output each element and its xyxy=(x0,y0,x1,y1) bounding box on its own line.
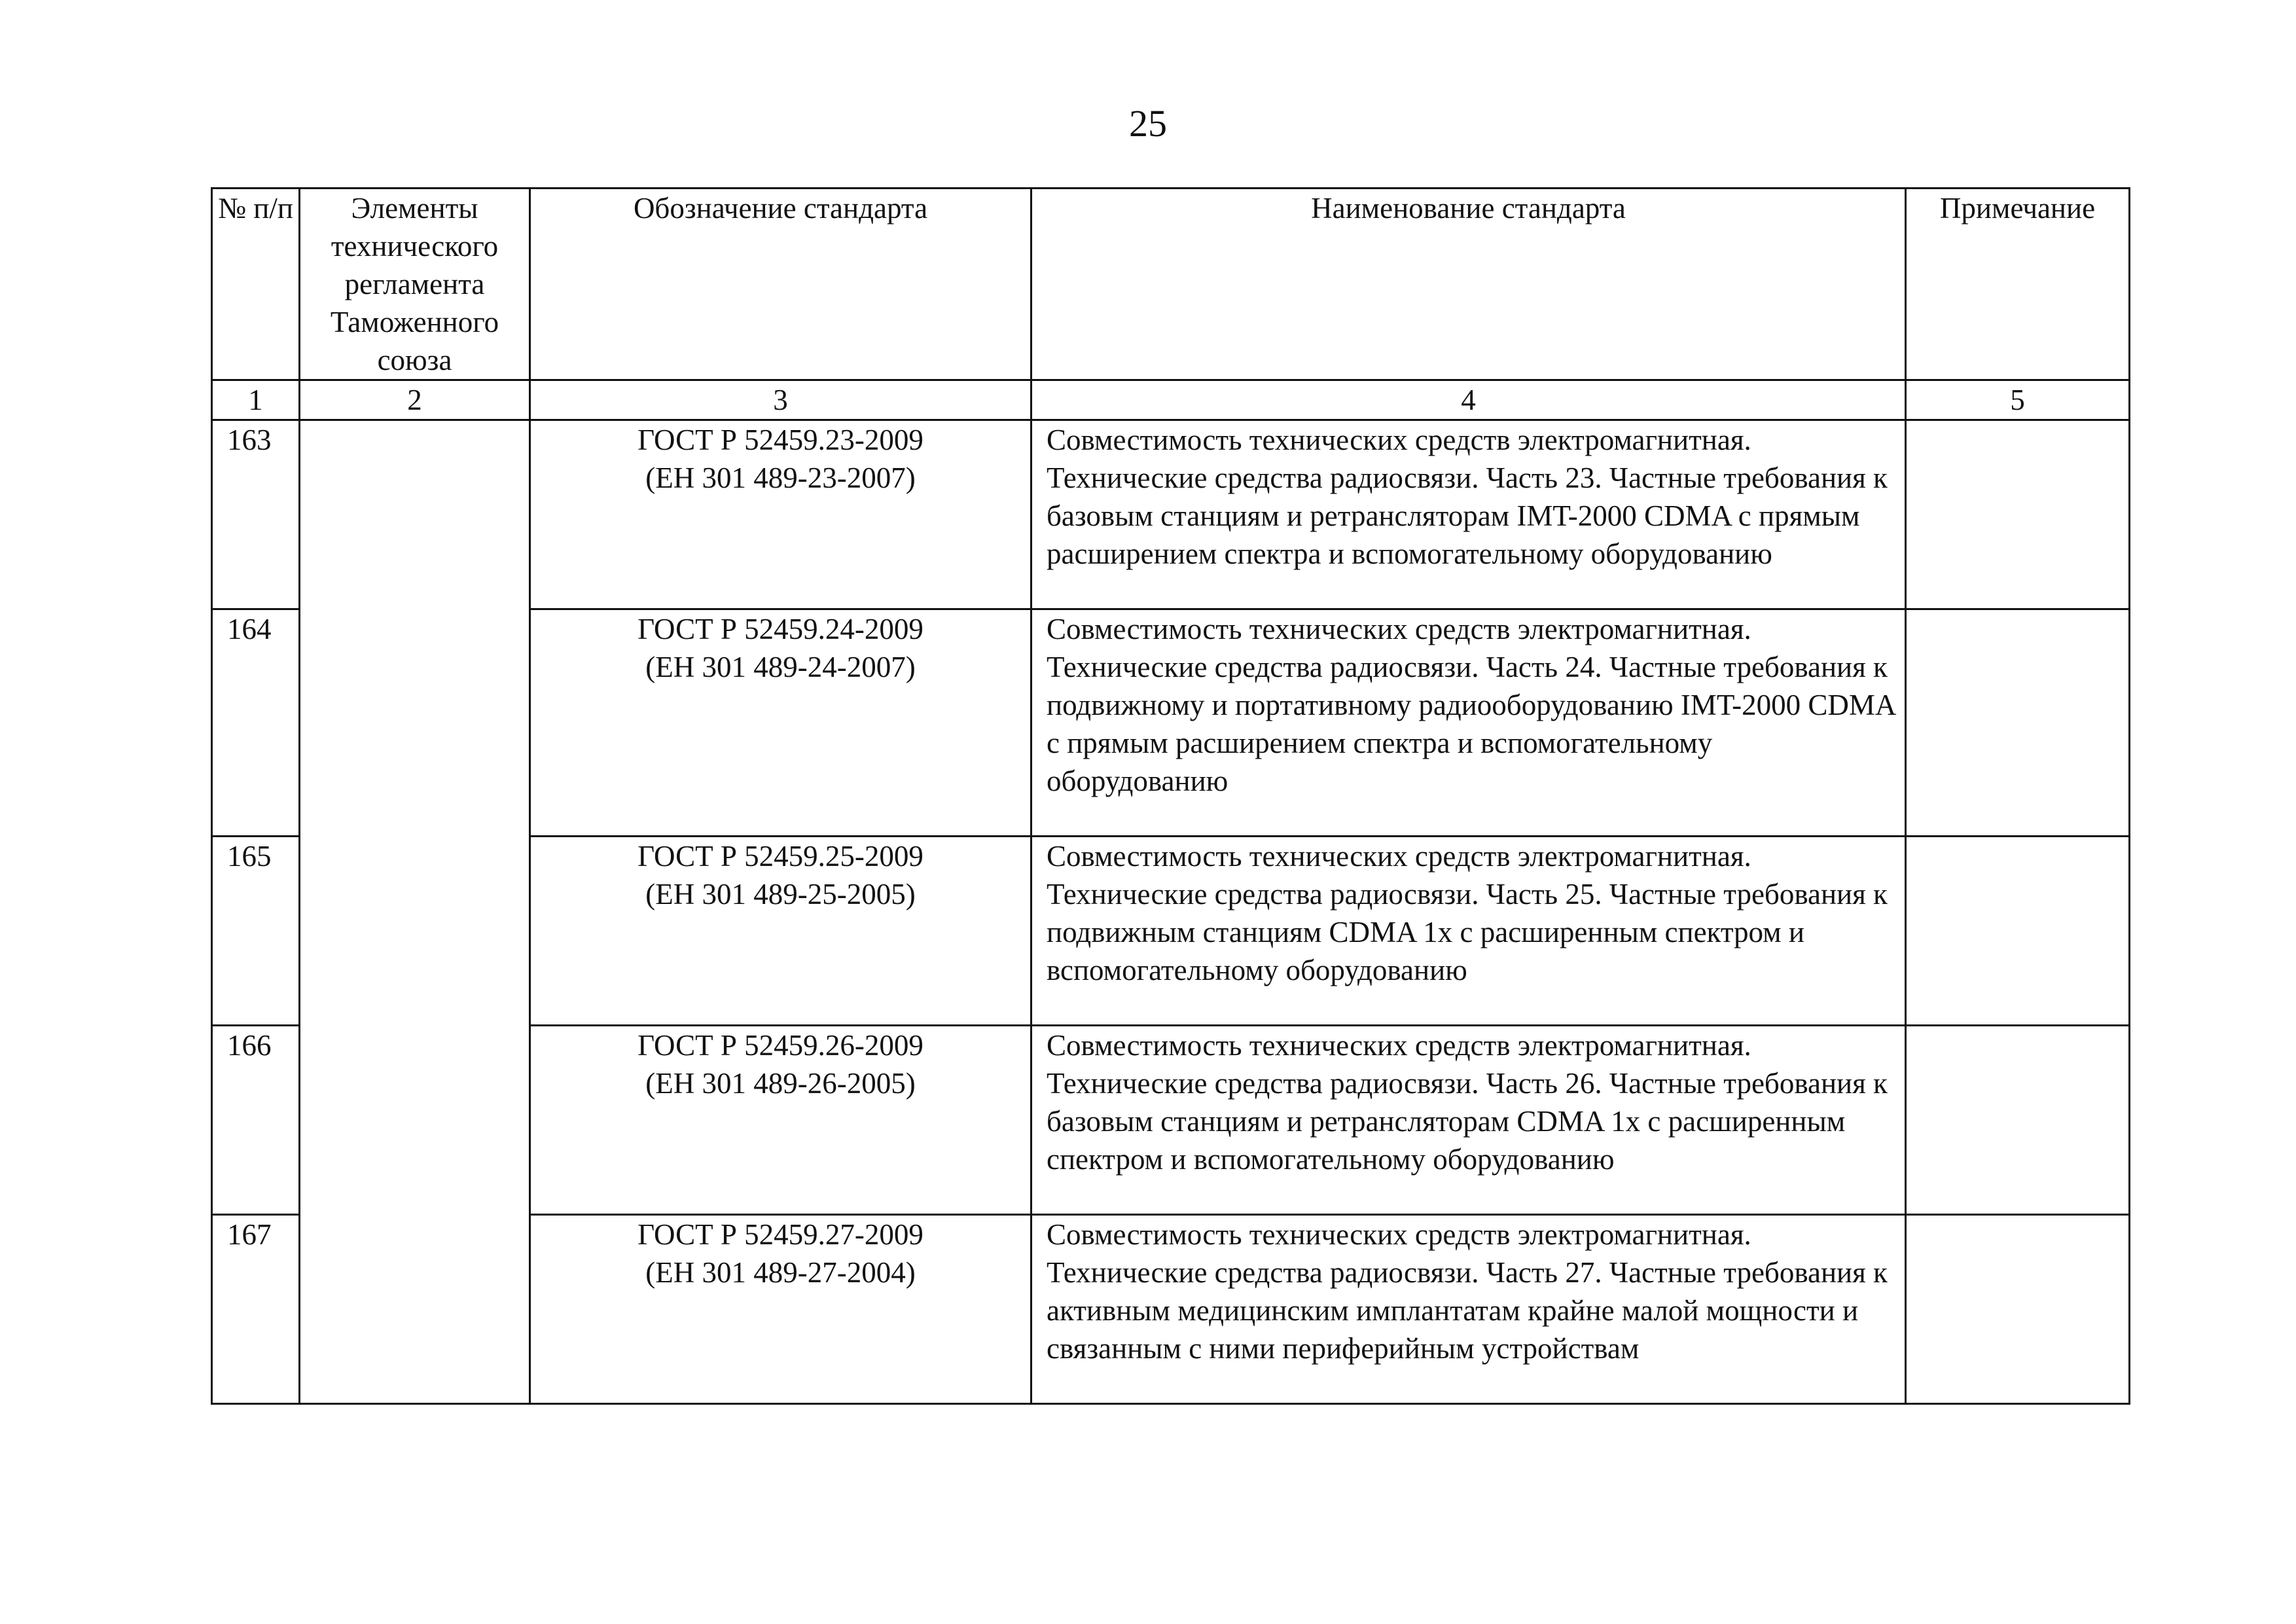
standard-code-en: (ЕН 301 489-23-2007) xyxy=(645,461,916,494)
standard-name: Совместимость технических средств электромагнитная. Технические средства радиосвязи. Часть 24. Частные требования к подвижному и портативному радиооборудованию IMT-2000 CDMA с прямым расширением спектра и вспомогательному оборудованию xyxy=(1031,609,1906,837)
standard-name: Совместимость технических средств электромагнитная. Технические средства радиосвязи. Часть 27. Частные требования к активным медицинским имплантатам крайне малой мощности и связанным с ними периферийным устройствам xyxy=(1031,1215,1906,1404)
standard-name: Совместимость технических средств электромагнитная. Технические средства радиосвязи. Часть 25. Частные требования к подвижным станциям CDMA 1x с расширенным спектром и вспомогательному оборудованию xyxy=(1031,837,1906,1026)
standard-code: ГОСТ Р 52459.25-2009 xyxy=(637,840,924,873)
column-number-row xyxy=(212,380,2130,420)
standard-code: ГОСТ Р 52459.23-2009 xyxy=(637,424,924,456)
page-number: 25 xyxy=(1129,102,1167,145)
row-number: 166 xyxy=(212,1026,300,1215)
header-num: № п/п xyxy=(212,189,300,380)
column-number: 5 xyxy=(1906,380,2130,420)
note-cell xyxy=(1906,1026,2130,1215)
standard-code-cell xyxy=(530,1026,1031,1215)
standards-table xyxy=(211,187,2130,1405)
standard-code-cell xyxy=(530,1215,1031,1404)
row-number: 167 xyxy=(212,1215,300,1404)
standard-code: ГОСТ Р 52459.26-2009 xyxy=(637,1029,924,1062)
header-elements: Элементы технического регламента Таможенного союза xyxy=(300,189,530,380)
standard-code-en: (ЕН 301 489-24-2007) xyxy=(645,651,916,683)
column-number: 1 xyxy=(212,380,300,420)
standard-code-cell xyxy=(530,837,1031,1026)
standard-code: ГОСТ Р 52459.27-2009 xyxy=(637,1218,924,1251)
column-number: 4 xyxy=(1031,380,1906,420)
note-cell xyxy=(1906,420,2130,609)
header-name: Наименование стандарта xyxy=(1031,189,1906,380)
standard-name: Совместимость технических средств электромагнитная. Технические средства радиосвязи. Часть 26. Частные требования к базовым станциям и ретрансляторам CDMA 1x с расширенным спектром и вспомогательному оборудованию xyxy=(1031,1026,1906,1215)
note-cell xyxy=(1906,1215,2130,1404)
column-number: 3 xyxy=(530,380,1031,420)
standard-name: Совместимость технических средств электромагнитная. Технические средства радиосвязи. Часть 23. Частные требования к базовым станциям и ретрансляторам IMT-2000 CDMA с прямым расширением спектра и вспомогательному оборудованию xyxy=(1031,420,1906,609)
standard-code-cell xyxy=(530,420,1031,609)
standard-code-en: (ЕН 301 489-25-2005) xyxy=(645,878,916,911)
header-row xyxy=(212,189,2130,380)
note-cell xyxy=(1906,609,2130,837)
standard-code-en: (ЕН 301 489-26-2005) xyxy=(645,1067,916,1100)
header-note: Примечание xyxy=(1906,189,2130,380)
row-number: 163 xyxy=(212,420,300,609)
table-row xyxy=(212,420,2130,609)
standard-code: ГОСТ Р 52459.24-2009 xyxy=(637,613,924,645)
header-designation: Обозначение стандарта xyxy=(530,189,1031,380)
note-cell xyxy=(1906,837,2130,1026)
standard-code-cell xyxy=(530,609,1031,837)
column-number: 2 xyxy=(300,380,530,420)
standard-code-en: (ЕН 301 489-27-2004) xyxy=(645,1256,916,1289)
elements-cell xyxy=(300,420,530,1404)
row-number: 164 xyxy=(212,609,300,837)
row-number: 165 xyxy=(212,837,300,1026)
